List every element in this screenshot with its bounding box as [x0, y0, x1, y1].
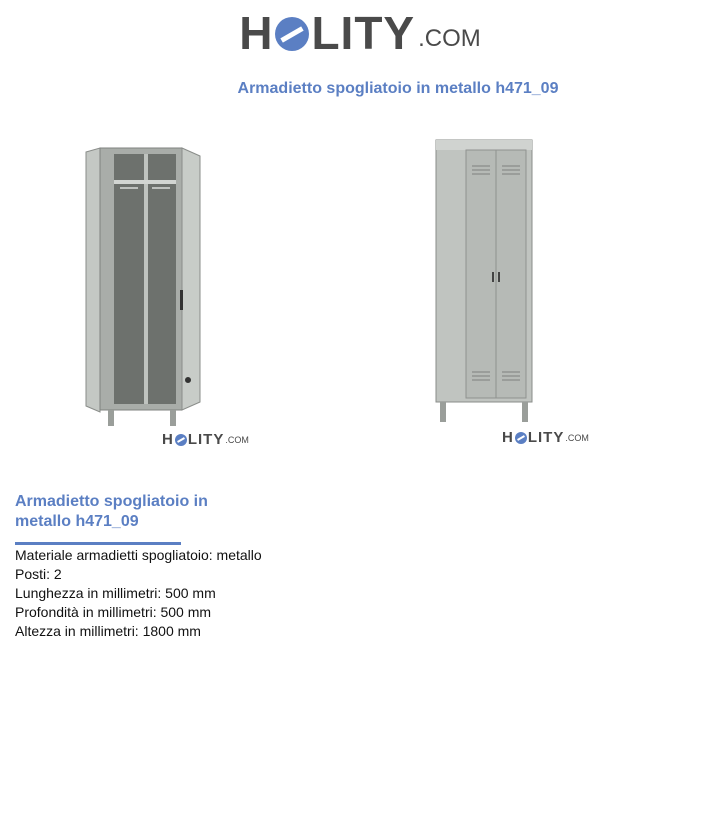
product-title: Armadietto spogliatoio in metallo h471_09 [15, 493, 208, 530]
watermark-text-left: H [502, 429, 514, 446]
holity-logo[interactable] [239, 7, 481, 59]
logo-text-left: H [239, 7, 274, 59]
watermark-o-icon [175, 434, 187, 446]
logo-suffix: .COM [418, 25, 481, 52]
watermark-text-right: LITY [527, 429, 565, 446]
watermark-logo-1 [162, 432, 249, 447]
header-logo-container [0, 7, 720, 59]
page-title: Armadietto spogliatoio in metallo h471_09 [237, 80, 559, 97]
watermark-logo-2 [502, 430, 589, 445]
watermark-suffix: .COM [225, 435, 249, 445]
watermark-text-left: H [162, 431, 174, 448]
spec-depth: Profondità in millimetri: 500 mm [15, 604, 212, 620]
watermark-suffix: .COM [565, 433, 589, 443]
spec-seats: Posti: 2 [15, 566, 62, 582]
title-divider [15, 542, 181, 545]
spec-material: Materiale armadietti spogliatoio: metallo [15, 547, 262, 563]
logo-o-icon [275, 17, 309, 51]
product-specs [15, 546, 262, 641]
locker-closed-image [430, 136, 540, 428]
spec-height: Altezza in millimetri: 1800 mm [15, 623, 201, 639]
spec-length: Lunghezza in millimetri: 500 mm [15, 585, 216, 601]
watermark-text-right: LITY [187, 431, 225, 448]
logo-text-right: LITY [311, 7, 416, 59]
locker-open-image [78, 140, 208, 430]
watermark-o-icon [515, 432, 527, 444]
